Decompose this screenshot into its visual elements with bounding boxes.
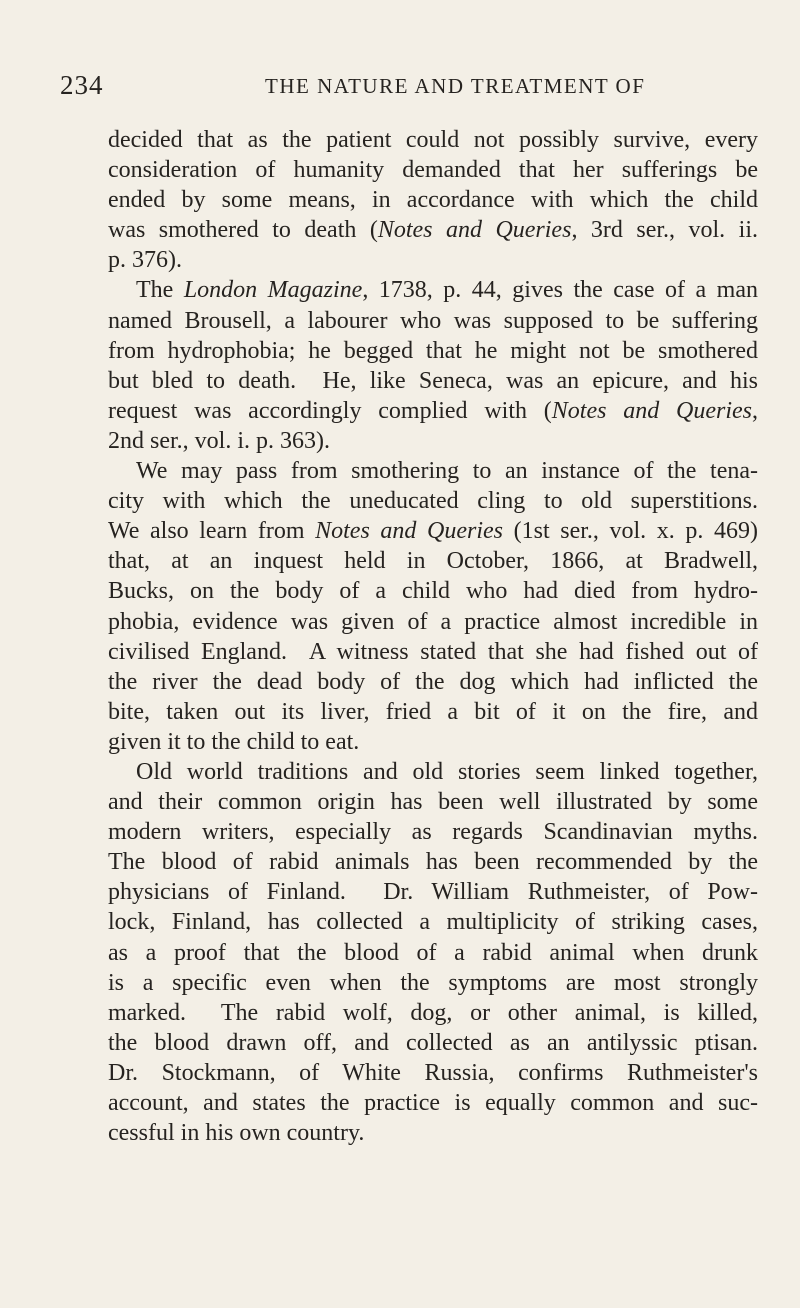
italic-text: Notes and Queries: [377, 217, 572, 244]
text-segment: account, and states the practice is equally common and suc-: [108, 1090, 758, 1116]
text-line: [108, 155, 758, 185]
text-segment: was smothered to death (: [108, 217, 378, 244]
text-segment: , 3rd ser., vol. ii.: [571, 217, 758, 244]
text-line: [108, 1118, 758, 1148]
text-segment: Old world traditions and old stories seem linked together,: [136, 758, 758, 785]
body-text: [108, 125, 758, 1148]
text-segment: request was accordingly complied with (: [108, 397, 552, 424]
text-segment: consideration of humanity demanded that her sufferings be: [108, 157, 758, 184]
text-line: [108, 516, 758, 546]
text-line: [108, 817, 758, 847]
text-segment: We also learn from: [108, 518, 316, 545]
text-line: [108, 637, 758, 667]
text-segment: Dr. Stockmann, of White Russia, confirms Ruthmeister's: [108, 1059, 758, 1086]
text-line: [108, 938, 758, 968]
text-segment: is a specific even when the symptoms are most strongly: [108, 969, 758, 996]
text-line: [108, 697, 758, 727]
text-line: [108, 727, 758, 757]
text-line: [108, 396, 758, 426]
text-line: [108, 486, 758, 516]
text-segment: the river the dead body of the dog which had inflicted the: [108, 668, 758, 695]
text-line: [108, 787, 758, 817]
text-segment: phobia, evidence was given of a practice almost incredible in: [108, 608, 758, 635]
text-segment: that, at an inquest held in October, 1866, at Bradwell,: [108, 548, 758, 575]
text-line: [108, 1028, 758, 1058]
text-line: [108, 667, 758, 697]
text-segment: modern writers, especially as regards Scandinavian myths.: [108, 819, 758, 846]
italic-text: London Magazine: [183, 277, 363, 304]
text-line: [108, 366, 758, 396]
running-head: [60, 70, 750, 110]
text-line: [108, 456, 758, 486]
text-segment: civilised England. A witness stated that she had fished out of: [108, 638, 758, 665]
text-segment: cessful in his own country.: [108, 1120, 365, 1147]
text-line: [108, 215, 758, 245]
text-line: [108, 275, 758, 305]
text-line: [108, 907, 758, 937]
text-segment: p. 376).: [108, 247, 182, 274]
text-segment: as a proof that the blood of a rabid animal when drunk: [108, 939, 758, 966]
text-segment: from hydrophobia; he begged that he might not be smothered: [108, 337, 758, 364]
text-line: [108, 607, 758, 637]
text-segment: , 1738, p. 44, gives the case of a man: [362, 277, 759, 304]
text-segment: 2nd ser., vol. i. p. 363).: [108, 427, 330, 454]
text-segment: bite, taken out its liver, fried a bit of it on the fire, and: [108, 698, 758, 725]
text-segment: city with which the uneducated cling to old superstitions.: [108, 488, 758, 515]
text-segment: The: [136, 277, 184, 304]
text-line: [108, 125, 758, 155]
text-segment: and their common origin has been well illustrated by some: [108, 789, 758, 816]
text-line: [108, 757, 758, 787]
text-line: [108, 426, 758, 456]
text-line: [108, 546, 758, 576]
text-line: [108, 1058, 758, 1088]
text-line: [108, 998, 758, 1028]
running-title: THE NATURE AND TREATMENT OF: [265, 74, 646, 98]
text-line: [108, 1088, 758, 1118]
text-segment: ,: [752, 397, 758, 424]
text-line: [108, 306, 758, 336]
text-line: [108, 968, 758, 998]
text-segment: decided that as the patient could not possibly survive, every: [108, 127, 758, 153]
text-segment: (1st ser., vol. x. p. 469): [503, 518, 758, 545]
text-segment: Bucks, on the body of a child who had died from hydro-: [108, 578, 758, 605]
text-segment: the blood drawn off, and collected as an antilyssic ptisan.: [108, 1029, 758, 1056]
text-line: [108, 576, 758, 606]
text-segment: given it to the child to eat.: [108, 728, 360, 755]
text-line: [108, 877, 758, 907]
text-line: [108, 245, 758, 275]
text-segment: We may pass from smothering to an instance of the tena-: [136, 458, 758, 485]
text-line: [108, 336, 758, 366]
text-segment: named Brousell, a labourer who was supposed to be suffering: [108, 307, 758, 334]
text-segment: The blood of rabid animals has been recommended by the: [108, 849, 758, 876]
italic-text: Notes and Queries: [551, 397, 752, 424]
text-line: [108, 185, 758, 215]
text-line: [108, 847, 758, 877]
text-segment: lock, Finland, has collected a multiplicity of striking cases,: [108, 909, 758, 936]
text-segment: ended by some means, in accordance with which the child: [108, 187, 758, 214]
text-segment: but bled to death. He, like Seneca, was an epicure, and his: [108, 367, 758, 394]
page-number: 234: [60, 70, 104, 100]
italic-text: Notes and Queries: [315, 518, 503, 545]
text-segment: marked. The rabid wolf, dog, or other animal, is killed,: [108, 999, 758, 1026]
text-segment: physicians of Finland. Dr. William Ruthmeister, of Pow-: [108, 879, 758, 906]
